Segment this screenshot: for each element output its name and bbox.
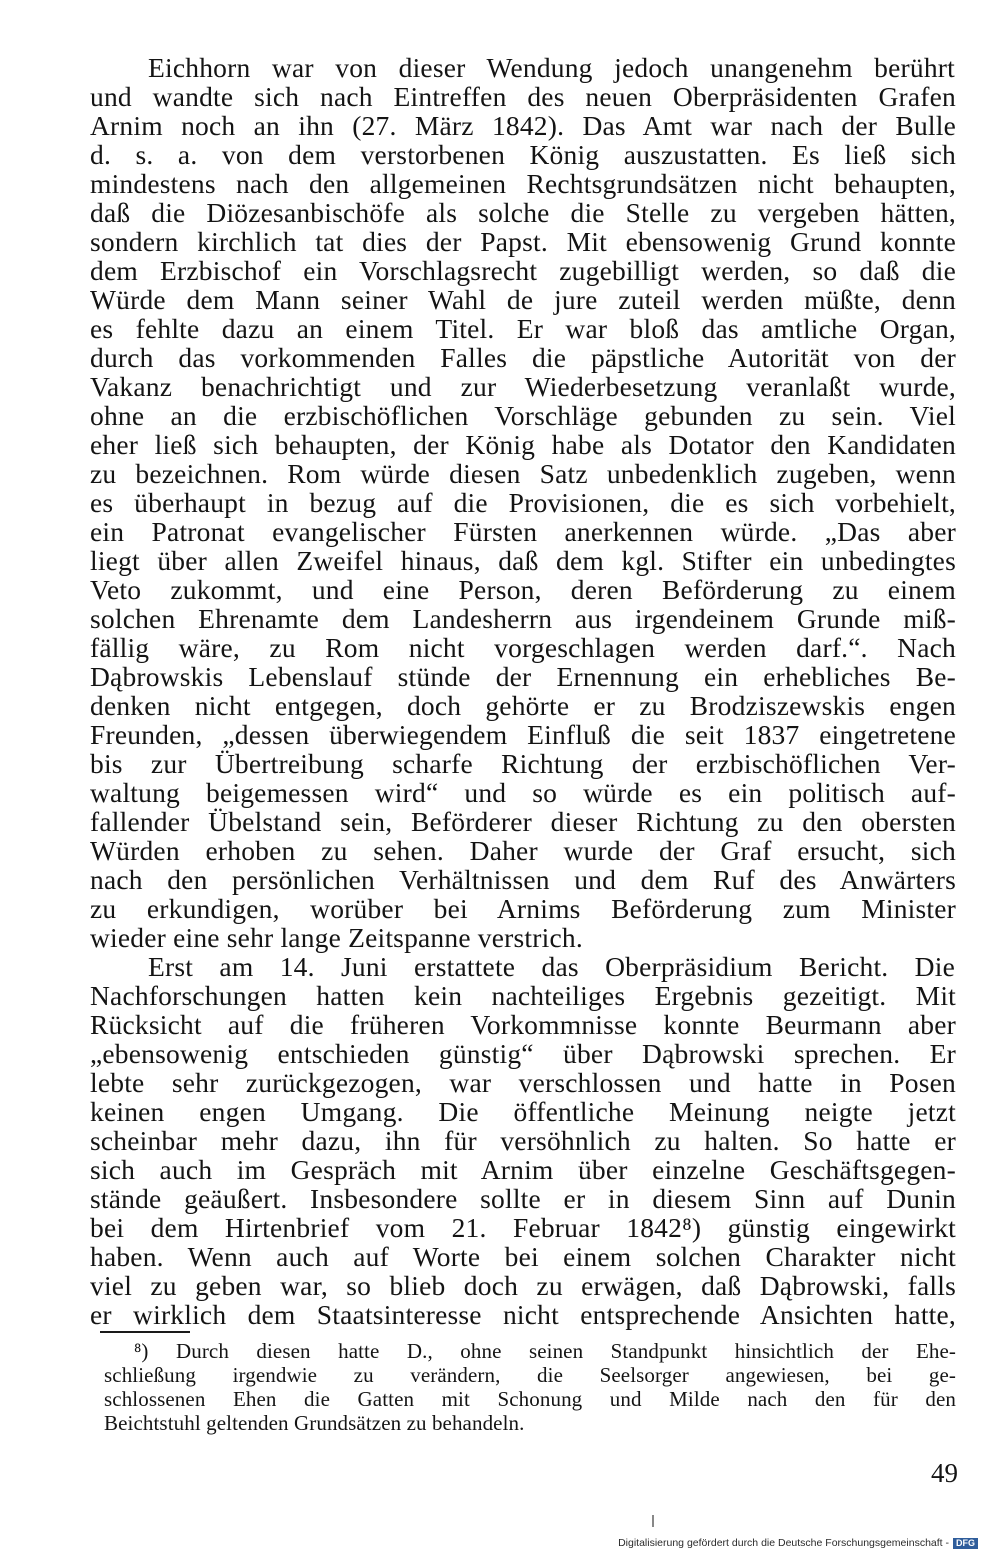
body-line: ohne an die erzbischöflichen Vorschläge gebunden zu sein. Viel [90, 400, 956, 431]
body-line: Nachforschungen hatten kein nachteiliges Ergebnis gezeitigt. Mit [90, 980, 956, 1011]
digitization-credit [618, 1537, 978, 1549]
page-number: 49 [931, 1458, 958, 1488]
body-line: durch das vorkommenden Falles die päpstliche Autorität von der [90, 342, 956, 373]
dfg-logo: DFG [953, 1538, 978, 1549]
body-line: denken nicht entgegen, doch gehörte er zu Brodziszewskis engen [90, 690, 956, 721]
body-line: bis zur Übertreibung scharfe Richtung der erzbischöflichen Ver- [90, 748, 956, 779]
credit-text: Digitalisierung gefördert durch die Deutsche Forschungsgemeinschaft - [618, 1537, 949, 1549]
body-line: ein Patronat evangelischer Fürsten anerkennen würde. „Das aber [90, 516, 956, 547]
body-line: mindestens nach den allgemeinen Rechtsgrundsätzen nicht behaupten, [90, 168, 956, 199]
body-line: Arnim noch an ihn (27. März 1842). Das Amt war nach der Bulle [90, 110, 956, 141]
body-line: daß die Diözesanbischöfe als solche die Stelle zu vergeben hätten, [90, 197, 956, 228]
body-line: Erst am 14. Juni erstattete das Oberpräsidium Bericht. Die [148, 951, 955, 982]
scan-mark [652, 1515, 654, 1527]
body-line: Freunden, „dessen überwiegendem Einfluß die seit 1837 eingetretene [90, 719, 956, 750]
body-line: Dąbrowskis Lebenslauf stünde der Ernennung ein erhebliches Be- [90, 661, 956, 692]
body-line: fällig wäre, zu Rom nicht vorgeschlagen werden darf.“. Nach [90, 632, 956, 663]
body-line: d. s. a. von dem verstorbenen König auszustatten. Es ließ sich [90, 139, 956, 170]
body-line: Würden erhoben zu sehen. Daher wurde der Graf ersucht, sich [90, 835, 956, 866]
body-line: fallender Übelstand sein, Beförderer dieser Richtung zu den obersten [90, 806, 956, 837]
body-line: stände geäußert. Insbesondere sollte er in diesem Sinn auf Dunin [90, 1183, 956, 1214]
body-line: eher ließ sich behaupten, der König habe als Dotator den Kandidaten [90, 429, 956, 460]
body-line: wieder eine sehr lange Zeitspanne verstrich. [90, 922, 583, 953]
footnote-line: schlossenen Ehen die Gatten mit Schonung und Milde nach den für den [104, 1387, 956, 1411]
body-line: Eichhorn war von dieser Wendung jedoch unangenehm berührt [148, 52, 955, 83]
body-line: lebte sehr zurückgezogen, war verschlossen und hatte in Posen [90, 1067, 956, 1098]
body-line: sondern kirchlich tat dies der Papst. Mit ebensowenig Grund konnte [90, 226, 956, 257]
body-line: viel zu geben war, so blieb doch zu erwägen, daß Dąbrowski, falls [90, 1270, 956, 1301]
body-line: bei dem Hirtenbrief vom 21. Februar 1842⁸) günstig eingewirkt [90, 1212, 956, 1243]
footnote-line: schließung irgendwie zu verändern, die Seelsorger angewiesen, bei ge- [104, 1363, 956, 1387]
body-line: er wirklich dem Staatsinteresse nicht entsprechende Ansichten hatte, [90, 1299, 956, 1330]
body-line: Würde dem Mann seiner Wahl de jure zuteil werden müßte, denn [90, 284, 956, 315]
footnote-line: Beichtstuhl geltenden Grundsätzen zu behandeln. [104, 1411, 525, 1435]
body-line: dem Erzbischof ein Vorschlagsrecht zugebilligt werden, so daß die [90, 255, 956, 286]
body-line: solchen Ehrenamte dem Landesherrn aus irgendeinem Grunde miß- [90, 603, 956, 634]
body-line: zu erkundigen, worüber bei Arnims Beförderung zum Minister [90, 893, 956, 924]
body-line: keinen engen Umgang. Die öffentliche Meinung neigte jetzt [90, 1096, 956, 1127]
body-line: Vakanz benachrichtigt und zur Wiederbesetzung veranlaßt wurde, [90, 371, 956, 402]
body-line: es überhaupt in bezug auf die Provisionen, die es sich vorbehielt, [90, 487, 956, 518]
body-line: nach den persönlichen Verhältnissen und dem Ruf des Anwärters [90, 864, 956, 895]
body-line: sich auch im Gespräch mit Arnim über einzelne Geschäftsgegen- [90, 1154, 956, 1185]
body-line: und wandte sich nach Eintreffen des neuen Oberpräsidenten Grafen [90, 81, 956, 112]
body-line: Veto zukommt, und eine Person, deren Beförderung zu einem [90, 574, 956, 605]
body-line: liegt über allen Zweifel hinaus, daß dem kgl. Stifter ein unbedingtes [90, 545, 956, 576]
body-line: zu bezeichnen. Rom würde diesen Satz unbedenklich zugeben, wenn [90, 458, 956, 489]
body-line: es fehlte dazu an einem Titel. Er war bloß das amtliche Organ, [90, 313, 956, 344]
footnote-line: ⁸) Durch diesen hatte D., ohne seinen Standpunkt hinsichtlich der Ehe- [134, 1339, 956, 1363]
footnote-rule [100, 1331, 190, 1333]
body-line: scheinbar mehr dazu, ihn für versöhnlich zu halten. So hatte er [90, 1125, 956, 1156]
body-line: „ebensowenig entschieden günstig“ über Dąbrowski sprechen. Er [90, 1038, 956, 1069]
body-line: haben. Wenn auch auf Worte bei einem solchen Charakter nicht [90, 1241, 956, 1272]
body-line: Rücksicht auf die früheren Vorkommnisse konnte Beurmann aber [90, 1009, 956, 1040]
body-line: waltung beigemessen wird“ und so würde es ein politisch auf- [90, 777, 956, 808]
